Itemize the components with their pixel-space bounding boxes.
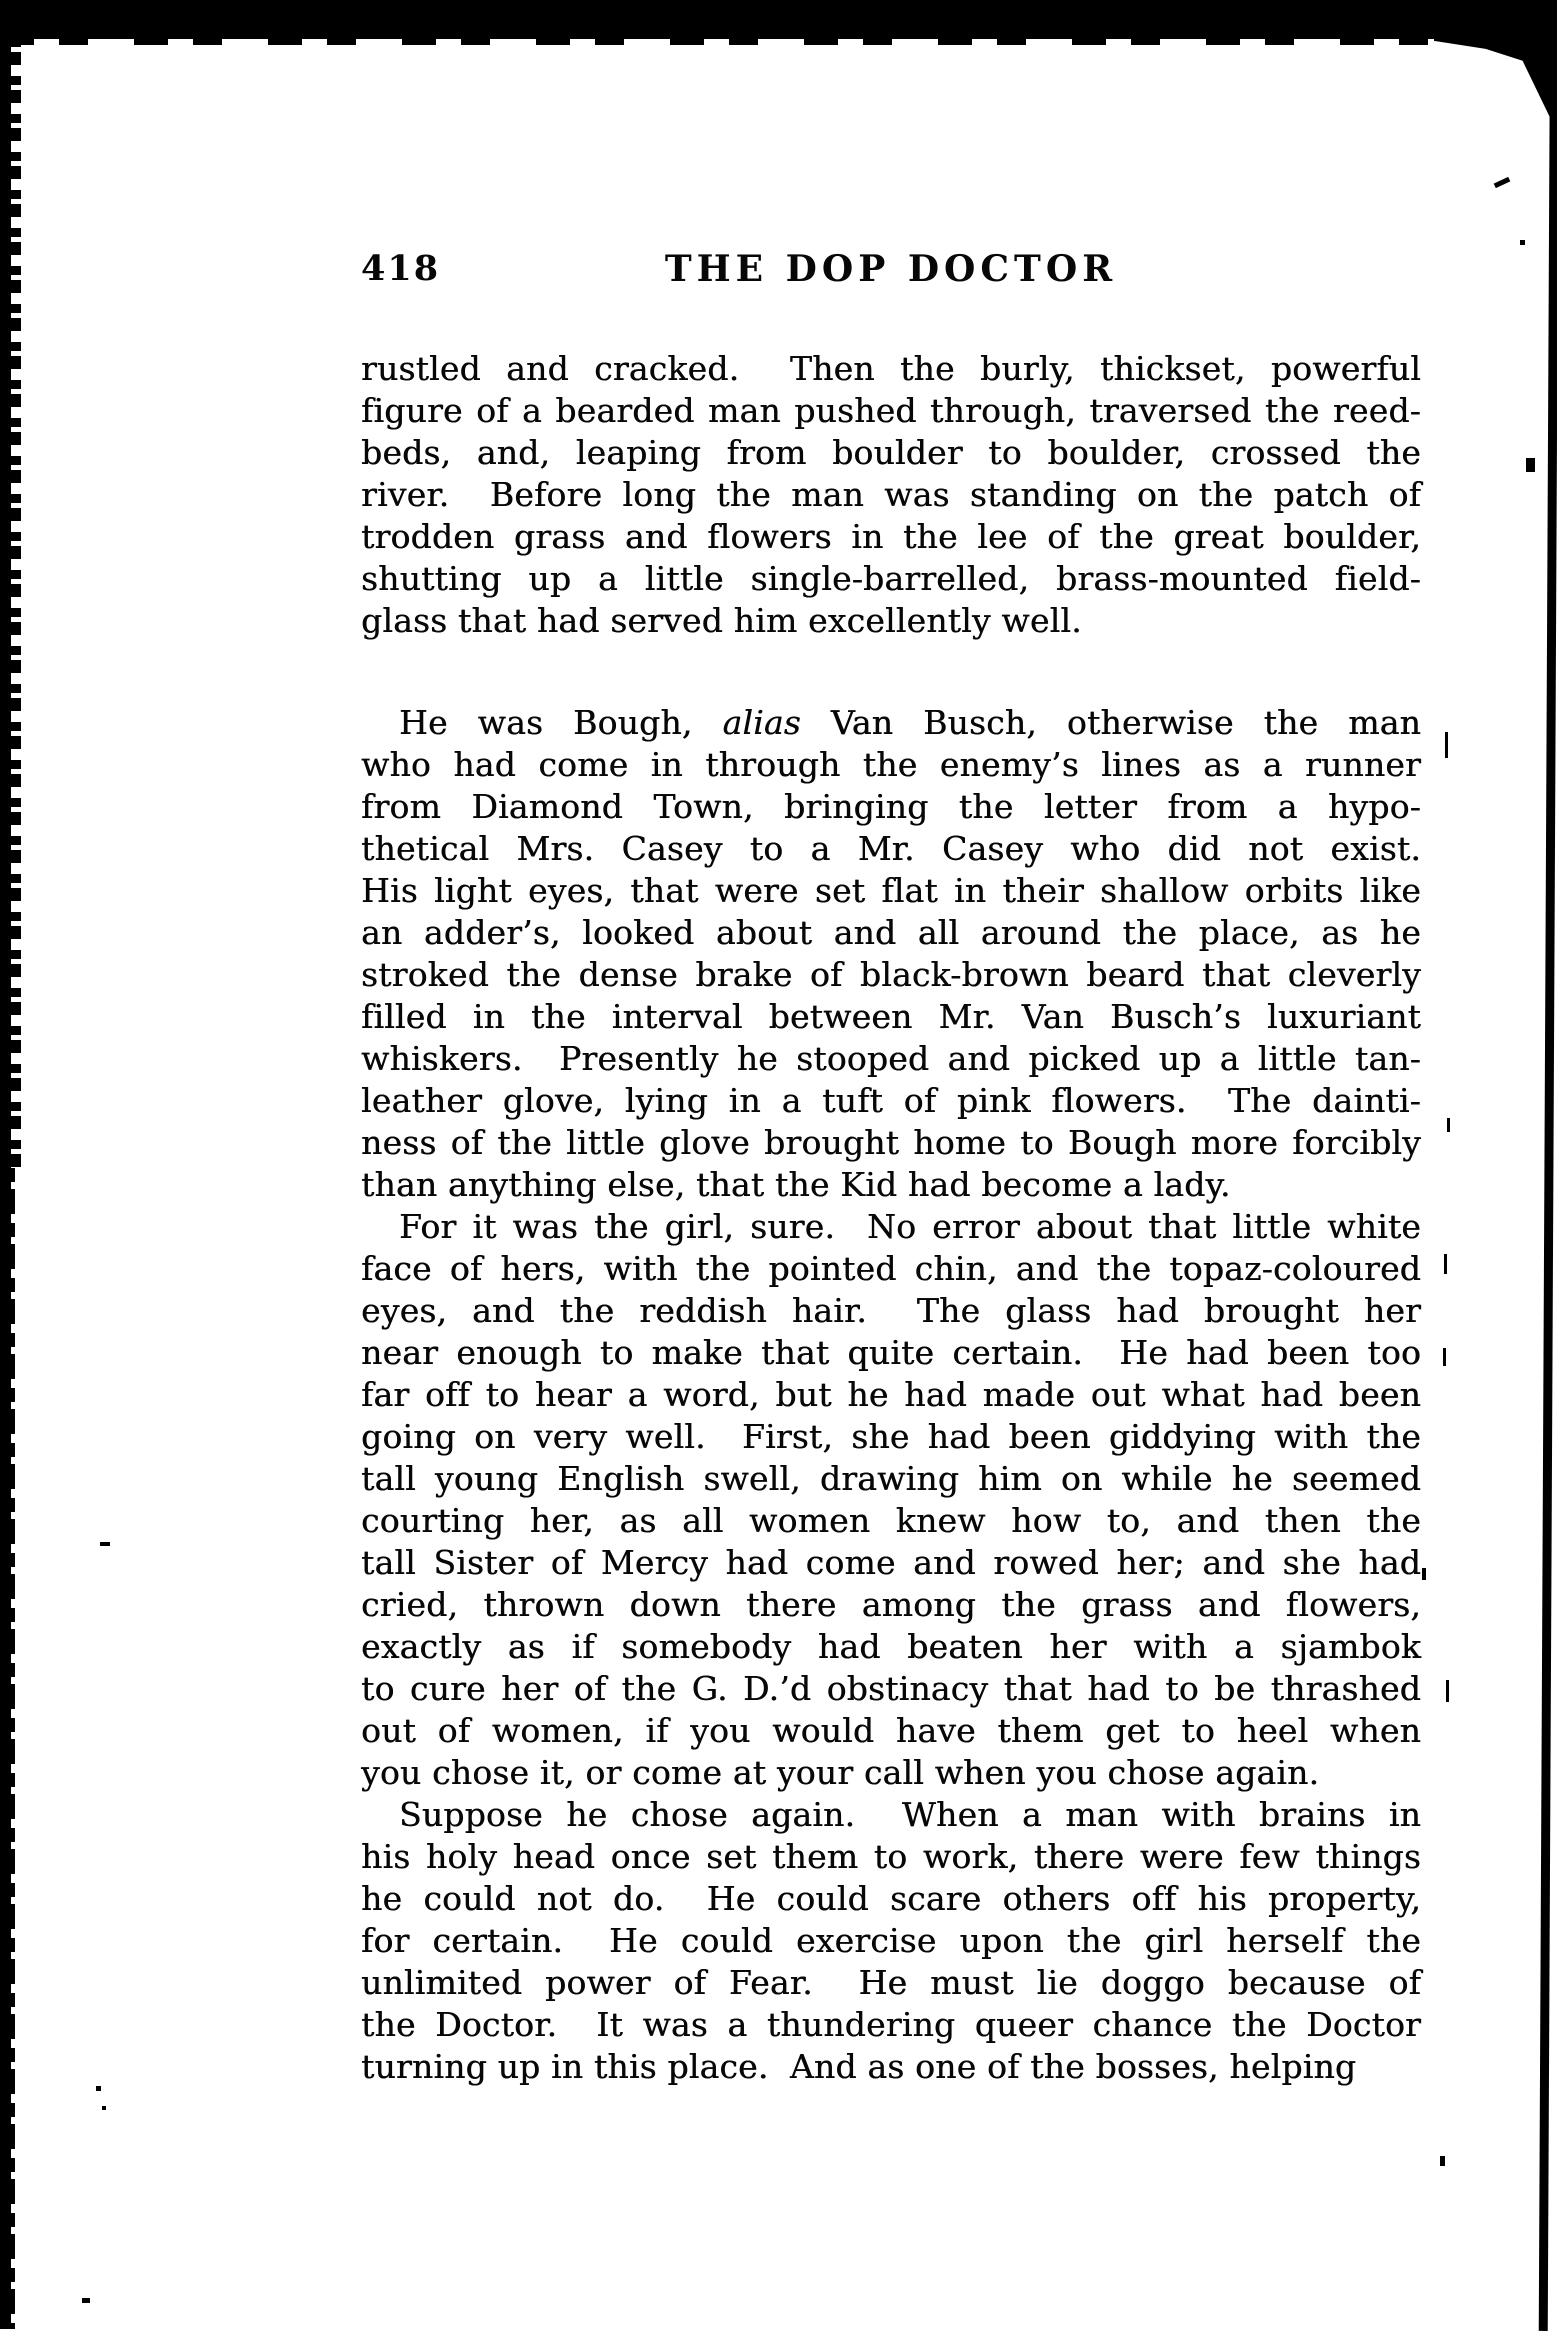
text-line: ness of the little glove brought home to Bough more forcibly [361,1123,1421,1162]
text-line: thetical Mrs. Casey to a Mr. Casey who did not exist. [361,829,1421,868]
text-line: filled in the interval between Mr. Van Busch’s luxuriant [361,997,1421,1036]
paragraph [361,702,1421,1206]
text-line: courting her, as all women knew how to, and then the [361,1501,1421,1540]
text-line: glass that had served him excellently well. [361,601,1082,640]
page-body [361,348,1421,2088]
running-head [361,248,1421,292]
text-line: unlimited power of Fear. He must lie doggo because of [361,1963,1421,2002]
text-line: Suppose he chose again. When a man with brains in [399,1795,1421,1834]
text-line: far off to hear a word, but he had made out what had been [361,1375,1421,1414]
text-line: the Doctor. It was a thundering queer chance the Doctor [361,2005,1421,2044]
paragraph [361,348,1421,642]
text-line: turning up in this place. And as one of the bosses, helping [361,2047,1357,2086]
scan-speck [1440,2156,1445,2166]
scan-speck [1494,177,1511,188]
scan-speck [1447,1118,1450,1132]
text-line: He was Bough, alias Van Busch, otherwise the man [399,703,1421,742]
scan-artifact-left-noise [9,1168,15,2329]
scan-speck [1520,240,1525,245]
text-line: an adder’s, looked about and all around the place, as he [361,913,1421,952]
text-line: than anything else, that the Kid had become a lady. [361,1165,1231,1204]
text-line: to cure her of the G. D.’d obstinacy that had to be thrashed [361,1669,1421,1708]
text-line: he could not do. He could scare others off his property, [361,1879,1421,1918]
paragraph [361,1206,1421,1794]
scan-artifact-top-band-dashes [0,38,1452,45]
text-line: eyes, and the reddish hair. The glass had brought her [361,1291,1421,1330]
text-line: His light eyes, that were set flat in their shallow orbits like [361,871,1421,910]
text-line: beds, and, leaping from boulder to boulder, crossed the [361,433,1421,472]
text-line: shutting up a little single-barrelled, brass-mounted field- [361,559,1421,598]
scan-speck [1444,1254,1447,1274]
text-line: exactly as if somebody had beaten her with a sjambok [361,1627,1421,1666]
page-number: 418 [361,248,441,289]
text-line: face of hers, with the pointed chin, and the topaz-coloured [361,1249,1421,1288]
text-line: his holy head once set them to work, there were few things [361,1837,1421,1876]
scan-speck [102,2106,106,2110]
text-line: from Diamond Town, bringing the letter from a hypo- [361,787,1421,826]
text-line: For it was the girl, sure. No error about that little white [399,1207,1421,1246]
text-line: figure of a bearded man pushed through, traversed the reed- [361,391,1421,430]
text-line: for certain. He could exercise upon the girl herself the [361,1921,1421,1960]
text-line: you chose it, or come at your call when you chose again. [361,1753,1320,1792]
text-line: who had come in through the enemy’s lines as a runner [361,745,1421,784]
scan-artifact-top-band [0,0,1557,39]
text-line: out of women, if you would have them get to heel when [361,1711,1421,1750]
text-line: stroked the dense brake of black-brown beard that cleverly [361,955,1421,994]
text-line: going on very well. First, she had been giddying with the [361,1417,1421,1456]
scan-speck [100,1542,110,1546]
scan-speck [1446,1680,1449,1702]
scan-artifact-corner-top-right [1434,0,1557,132]
scan-artifact-right-strip [1539,26,1557,2331]
scan-speck [82,2298,90,2303]
text-line: near enough to make that quite certain. He had been too [361,1333,1421,1372]
scan-speck [1422,1568,1426,1580]
scan-speck [1443,1348,1446,1366]
text-line: whiskers. Presently he stooped and picked up a little tan- [361,1039,1421,1078]
text-line: leather glove, lying in a tuft of pink flowers. The dainti- [361,1081,1421,1120]
text-line: tall Sister of Mercy had come and rowed her; and she had [361,1543,1421,1582]
running-title: THE DOP DOCTOR [664,248,1118,290]
scan-speck [1445,732,1448,758]
text-line: river. Before long the man was standing on the patch of [361,475,1421,514]
scan-speck [1526,458,1535,472]
text-line: trodden grass and flowers in the lee of the great boulder, [361,517,1421,556]
text-line: rustled and cracked. Then the burly, thickset, powerful [361,349,1421,388]
page-content [361,248,1421,2088]
paragraph [361,1794,1421,2088]
text-line: tall young English swell, drawing him on while he seemed [361,1459,1421,1498]
text-line: cried, thrown down there among the grass and flowers, [361,1585,1421,1624]
scan-speck [96,2086,101,2091]
scan-artifact-left-noise [10,38,21,1168]
